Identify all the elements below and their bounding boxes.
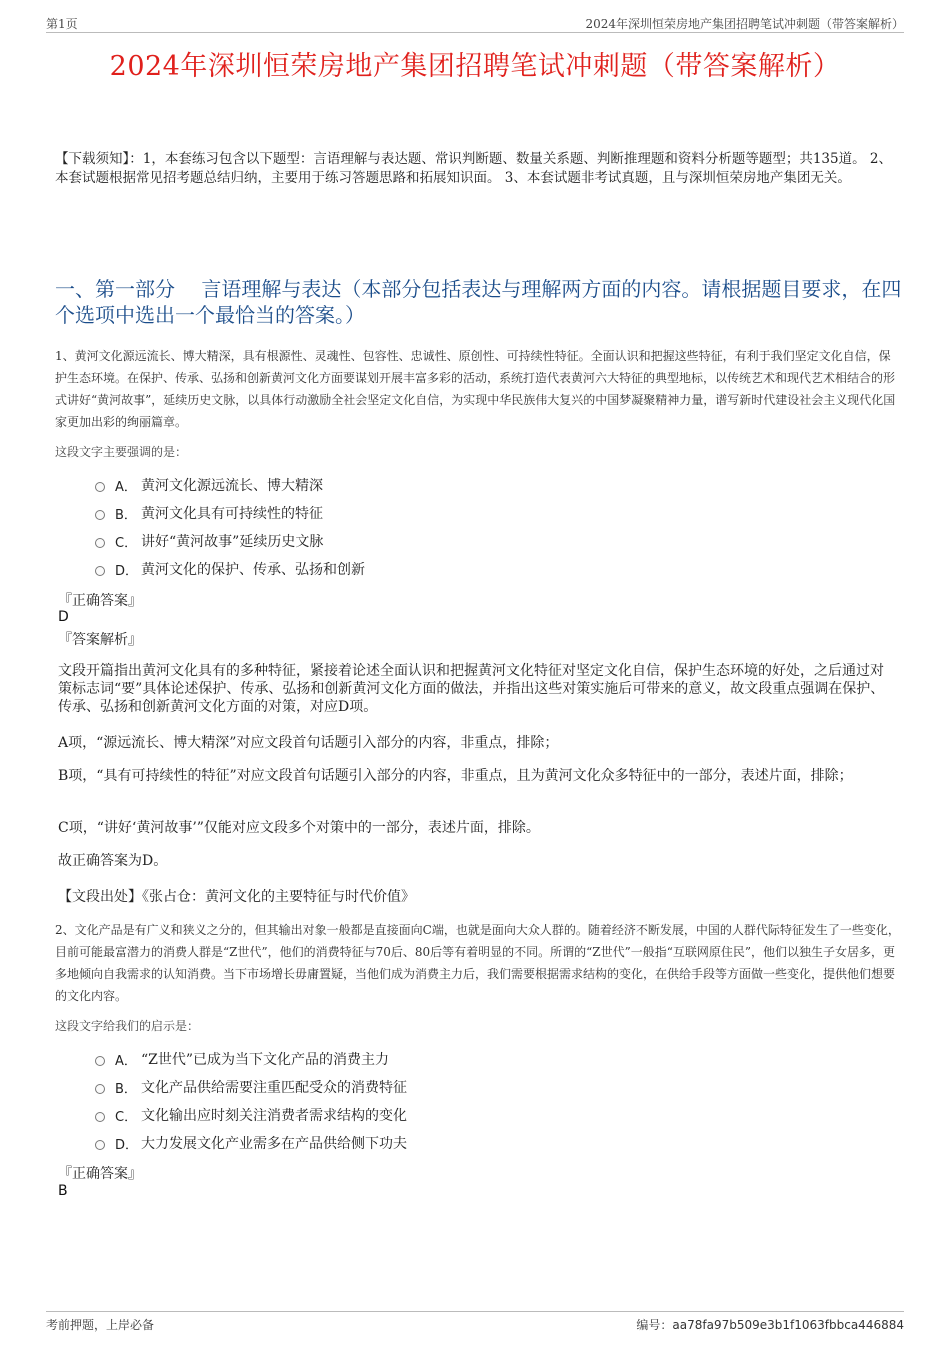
question-1-analysis-p5: 故正确答案为D。 bbox=[58, 853, 168, 869]
question-1-analysis-label: 『答案解析』 bbox=[58, 632, 142, 648]
question-1-analysis-p3: B项，“具有可持续性的特征”对应文段首句话题引入部分的内容，非重点，且为黄河文化众多特征中的一部分，表述片面，排除； bbox=[58, 768, 853, 784]
footer-code bbox=[636, 1316, 904, 1333]
footer-slogan: 考前押题，上岸必备 bbox=[46, 1318, 155, 1332]
question-1-analysis-p1: 文段开篇指出黄河文化具有的多种特征，紧接着论述全面认识和把握黄河文化特征对坚定文化自信，保护生态环境的好处，之后通过对策标志词“要”具体论述保护、传承、弘扬和创新黄河文化方面的做法，并指出这些对策实施后可带来的意义，故文段重点强调在保护、传承、弘扬和创新黄河文化方面的对策，对应D项。 bbox=[58, 663, 885, 715]
page-footer bbox=[46, 1311, 904, 1336]
page-header bbox=[46, 12, 904, 33]
question-1-option-b[interactable]: B． 黄河文化具有可持续性的特征 bbox=[95, 499, 595, 527]
page-number: 第1页 bbox=[46, 17, 78, 31]
footer-code-label: 编号： bbox=[636, 1318, 673, 1332]
section-heading: 一、第一部分 言语理解与表达（本部分包括表达与理解两方面的内容。请根据题目要求，在四个选项中选出一个最恰当的答案。） bbox=[55, 277, 902, 327]
question-1-passage: 1、黄河文化源远流长、博大精深，具有根源性、灵魂性、包容性、忠诚性、原创性、可持续性特征。全面认识和把握这些特征，有利于我们坚定文化自信，保护生态环境。在保护、传承、弘扬和创新黄河文化方面要谋划开展丰富多彩的活动，系统打造代表黄河六大特征的典型地标，以传统艺术和现代艺术相结合的形式讲好“黄河故事”，延续历史文脉，以具体行动激励全社会坚定文化自信，为实现中华民族伟大复兴的中国梦凝聚精神力量，谱写新时代建设社会主义现代化国家更加出彩的绚丽篇章。 bbox=[55, 349, 896, 429]
question-1-option-d[interactable]: D． 黄河文化的保护、传承、弘扬和创新 bbox=[95, 555, 595, 583]
document-title: 2024年深圳恒荣房地产集团招聘笔试冲刺题（带答案解析） bbox=[109, 51, 841, 82]
question-2-options bbox=[95, 1045, 595, 1157]
question-1-answer-label: 『正确答案』 bbox=[58, 593, 142, 609]
radio-icon[interactable] bbox=[95, 482, 105, 492]
download-notice: 【下载须知】：1，本套练习包含以下题型：言语理解与表达题、常识判断题、数量关系题、判断推理题和资料分析题等题型；共135道。 2、本套试题根据常见招考题总结归纳，主要用于练习答题思路和拓展知识面。 3、本套试题非考试真题，且与深圳恒荣房地产集团无关。 bbox=[55, 151, 892, 186]
question-1-analysis-p4: C项，“讲好‘黄河故事’”仅能对应文段多个对策中的一部分，表述片面，排除。 bbox=[58, 820, 540, 836]
header-doc-title: 2024年深圳恒荣房地产集团招聘笔试冲刺题（带答案解析） bbox=[585, 17, 904, 31]
radio-icon[interactable] bbox=[95, 510, 105, 520]
question-1-options bbox=[95, 471, 595, 583]
question-2-option-a[interactable]: A． “Z世代”已成为当下文化产品的消费主力 bbox=[95, 1045, 595, 1073]
question-2-option-b[interactable]: B． 文化产品供给需要注重匹配受众的消费特征 bbox=[95, 1073, 595, 1101]
question-1-option-a[interactable]: A． 黄河文化源远流长、博大精深 bbox=[95, 471, 595, 499]
question-2-passage: 2、文化产品是有广义和狭义之分的，但其输出对象一般都是直接面向C端，也就是面向大众人群的。随着经济不断发展，中国的人群代际特征发生了一些变化，目前可能最富潜力的消费人群是“Z世代”，他们的消费特征与70后、80后等有着明显的不同。所谓的“Z世代”一般指“互联网原住民”，他们以独生子女居多，更多地倾向自我需求的认知消费。当下市场增长毋庸置疑，当他们成为消费主力后，我们需要根据需求结构的变化，在供给手段等方面做一些变化，提供他们想要的文化内容。 bbox=[55, 923, 900, 1003]
question-2-option-d[interactable]: D． 大力发展文化产业需多在产品供给侧下功夫 bbox=[95, 1129, 595, 1157]
radio-icon[interactable] bbox=[95, 1112, 105, 1122]
question-1-option-c[interactable]: C． 讲好“黄河故事”延续历史文脉 bbox=[95, 527, 595, 555]
radio-icon[interactable] bbox=[95, 1056, 105, 1066]
radio-icon[interactable] bbox=[95, 1084, 105, 1094]
radio-icon[interactable] bbox=[95, 1140, 105, 1150]
question-2-option-c[interactable]: C． 文化输出应时刻关注消费者需求结构的变化 bbox=[95, 1101, 595, 1129]
question-1-answer: D bbox=[58, 609, 69, 625]
question-2-answer: B bbox=[58, 1183, 68, 1199]
question-2-prompt: 这段文字给我们的启示是： bbox=[55, 1019, 200, 1033]
question-1-analysis-p2: A项，“源远流长、博大精深”对应文段首句话题引入部分的内容，非重点，排除； bbox=[58, 735, 559, 751]
question-2-answer-label: 『正确答案』 bbox=[58, 1166, 142, 1182]
question-1-source: 【文段出处】《张占仓：黄河文化的主要特征与时代价值》 bbox=[58, 889, 415, 905]
radio-icon[interactable] bbox=[95, 538, 105, 548]
radio-icon[interactable] bbox=[95, 566, 105, 576]
question-1-prompt: 这段文字主要强调的是： bbox=[55, 445, 188, 459]
footer-code-value: aa78fa97b509e3b1f1063fbbca446884 bbox=[672, 1318, 904, 1332]
